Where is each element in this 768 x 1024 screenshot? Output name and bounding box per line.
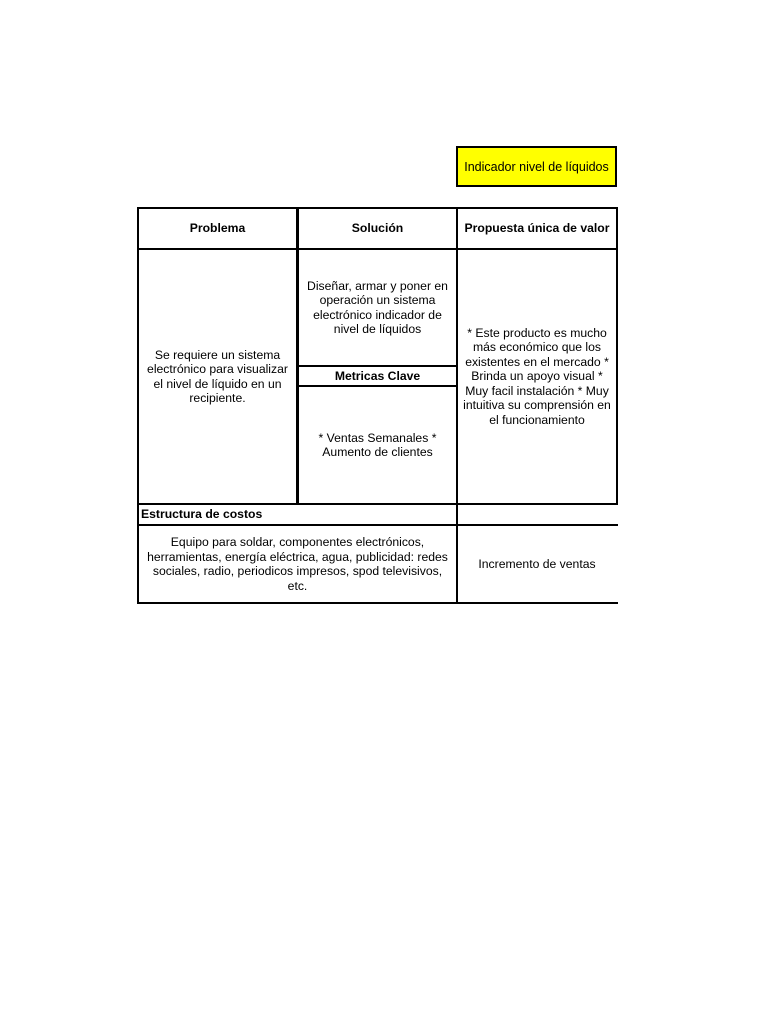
solucion-text: Diseñar, armar y poner en operación un sistema electrónico indicador de nivel de líquidos xyxy=(307,278,448,336)
header-solucion: Solución xyxy=(351,221,404,236)
document-title: Indicador nivel de líquidos xyxy=(456,146,617,187)
header-problema: Problema xyxy=(189,221,246,236)
metricas-header: Metricas Clave xyxy=(334,368,421,383)
table-border-right xyxy=(616,207,618,505)
problema-solucion-divider xyxy=(296,207,299,505)
header-propuesta: Propuesta única de valor xyxy=(464,221,610,236)
propuesta-text: * Este producto es mucho más económico que los existentes en el mercado * Brinda un apoyo visual * Muy facil instalación * Muy intuitiva su comprensión en el funcionamiento xyxy=(463,325,611,427)
ingresos-text: Incremento de ventas xyxy=(478,556,596,571)
table-border-bottom xyxy=(137,602,618,604)
costos-header: Estructura de costos xyxy=(141,507,263,522)
costos-text: Equipo para soldar, componentes electrónicos, herramientas, energía eléctrica, agua, publicidad: redes sociales, radio, periodicos impresos, spod televisivos, etc. xyxy=(147,535,448,593)
table-border-left xyxy=(137,207,139,604)
metricas-text: * Ventas Semanales * Aumento de clientes xyxy=(318,430,437,459)
problema-text: Se requiere un sistema electrónico para visualizar el nivel de líquido en un recipiente. xyxy=(147,347,288,405)
